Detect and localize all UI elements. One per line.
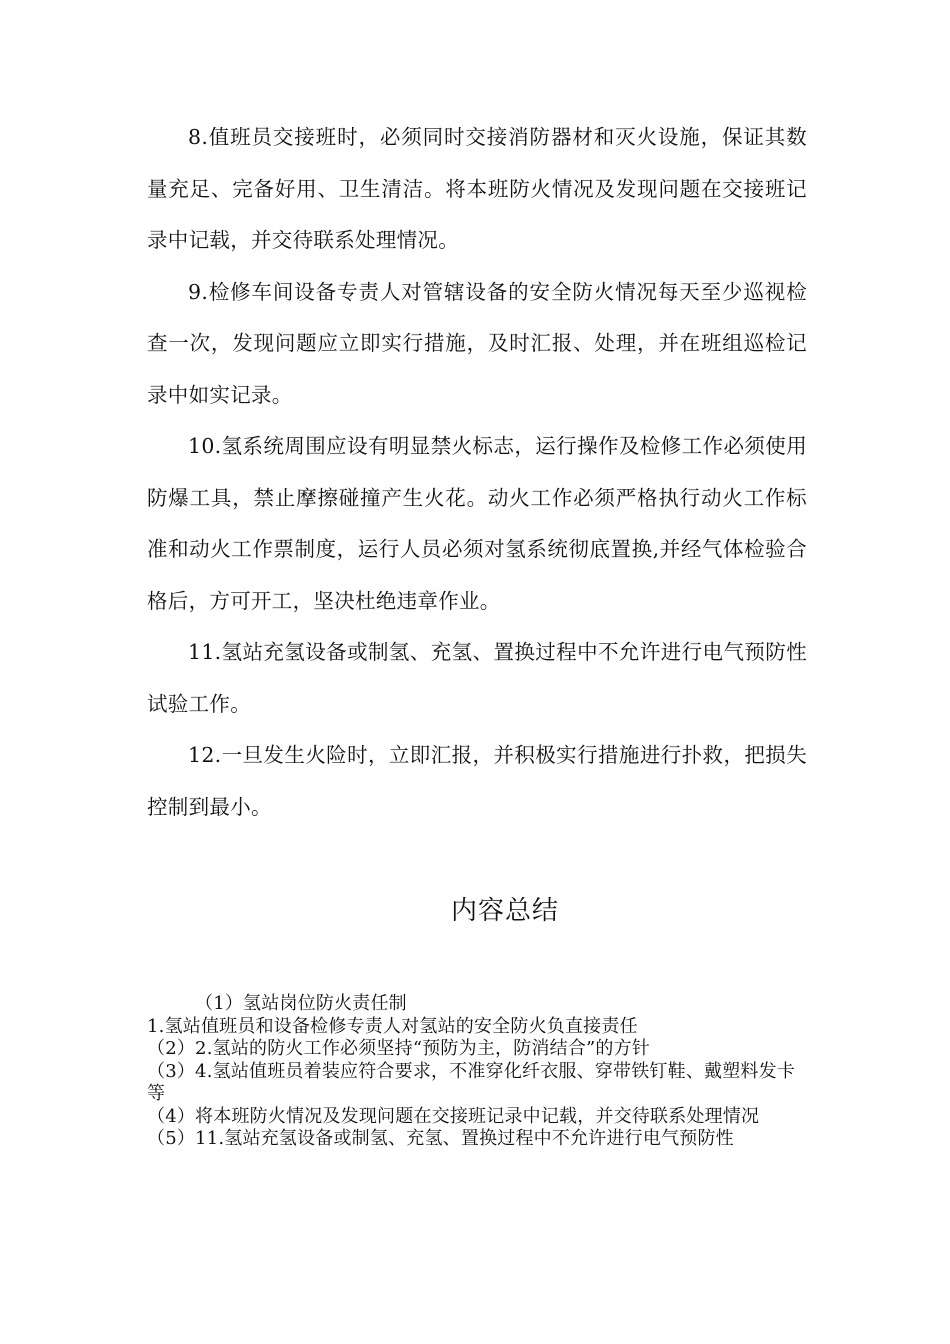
summary-line-1: （1）氢站岗位防火责任制 bbox=[195, 993, 407, 1014]
summary-line-3: （2）2.氢站的防火工作必须坚持“预防为主，防消结合”的方针 bbox=[147, 1038, 651, 1059]
summary-line-2: 1.氢站值班员和设备检修专责人对氢站的安全防火负直接责任 bbox=[147, 1015, 638, 1037]
summary-list bbox=[147, 993, 807, 1151]
summary-title: 内容总结 bbox=[450, 896, 559, 926]
summary-line-5: （4）将本班防火情况及发现问题在交接班记录中记载，并交待联系处理情况 bbox=[147, 1105, 760, 1127]
summary-line-4: （3）4.氢站值班员着装应符合要求，不准穿化纤衣服、穿带铁钉鞋、戴塑料发卡等 bbox=[147, 1060, 796, 1104]
paragraph-8: 8.值班员交接班时，必须同时交接消防器材和灭火设施，保证其数量充足、完备好用、卫生清洁。将本班防火情况及发现问题在交接班记录中记载，并交待联系处理情况。 bbox=[147, 125, 807, 252]
paragraph-9: 9.检修车间设备专责人对管辖设备的安全防火情况每天至少巡视检查一次，发现问题应立即实行措施，及时汇报、处理，并在班组巡检记录中如实记录。 bbox=[147, 279, 807, 407]
summary-line-6: （5）11.氢站充氢设备或制氢、充氢、置换过程中不允许进行电气预防性 bbox=[147, 1128, 734, 1149]
paragraph-11: 11.氢站充氢设备或制氢、充氢、置换过程中不允许进行电气预防性试验工作。 bbox=[147, 640, 807, 716]
paragraph-12: 12.一旦发生火险时，立即汇报，并积极实行措施进行扑救，把损失控制到最小。 bbox=[147, 743, 807, 819]
paragraph-10: 10.氢系统周围应设有明显禁火标志，运行操作及检修工作必须使用防爆工具，禁止摩擦碰撞产生火花。动火工作必须严格执行动火工作标准和动火工作票制度，运行人员必须对氢系统彻底置换,并经气体检验合格后，方可开工，坚决杜绝违章作业。 bbox=[147, 434, 807, 613]
body-text bbox=[147, 112, 807, 833]
